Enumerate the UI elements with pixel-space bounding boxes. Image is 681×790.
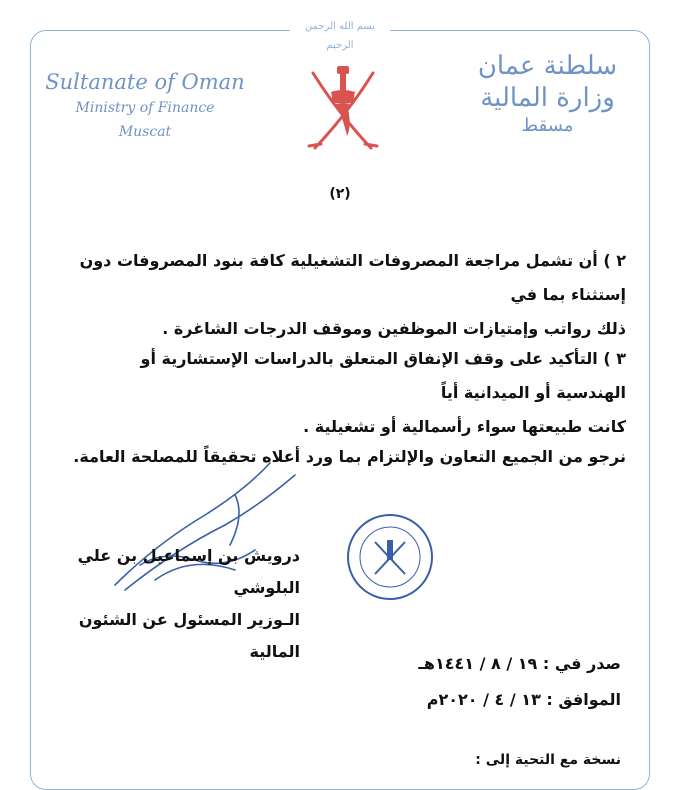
dates-block bbox=[321, 646, 621, 718]
arabic-letterhead bbox=[450, 50, 645, 138]
oman-emblem-icon bbox=[303, 58, 383, 158]
item-2-line-1: ٢ ) أن تشمل مراجعة المصروفات التشغيلية كافة بنود المصروفات دون إستثناء بما في bbox=[79, 251, 626, 304]
gregorian-date: الموافق : ١٣ / ٤ / ٢٠٢٠م bbox=[426, 690, 621, 709]
signatory-block bbox=[60, 540, 300, 668]
ministry-stamp-icon bbox=[345, 512, 435, 602]
ornament-text: بسم الله الرحمن الرحيم bbox=[304, 21, 376, 51]
country-name-ar: سلطنة عمان bbox=[477, 51, 618, 81]
city-name-en: Muscat bbox=[118, 124, 172, 140]
country-name-en: Sultanate of Oman bbox=[45, 70, 245, 94]
city-name-ar: مسقط bbox=[521, 115, 574, 136]
item-3-line-1: ٣ ) التأكيد على وقف الإنفاق المتعلق بالدراسات الإستشارية أو الهندسية أو الميدانية أياً bbox=[140, 349, 626, 402]
ministry-name-ar: وزارة المالية bbox=[480, 83, 615, 113]
item-3-paragraph bbox=[66, 342, 626, 444]
signatory-title: الـوزير المسئول عن الشئون المالية bbox=[78, 610, 300, 661]
copy-to-line: نسخة مع التحية إلى : bbox=[475, 752, 621, 768]
ministry-name-en: Ministry of Finance bbox=[75, 100, 215, 116]
item-2-paragraph bbox=[66, 244, 626, 346]
hijri-date: صدر في : ١٩ / ٨ / ١٤٤١هـ bbox=[418, 654, 621, 673]
page-number: (٢) bbox=[329, 186, 351, 202]
english-letterhead bbox=[45, 68, 245, 144]
item-2-line-2: ذلك رواتب وإمتيازات الموظفين وموقف الدرجات الشاغرة . bbox=[162, 319, 626, 338]
top-ornament bbox=[290, 14, 390, 51]
item-3-line-2: كانت طبيعتها سواء رأسمالية أو تشغيلية . bbox=[303, 417, 626, 436]
closing-line: نرجو من الجميع التعاون والإلتزام بما ورد أعلاه تحقيقاً للمصلحة العامة. bbox=[73, 447, 626, 466]
signatory-name: درويش بن إسماعيل بن علي البلوشي bbox=[77, 546, 300, 597]
